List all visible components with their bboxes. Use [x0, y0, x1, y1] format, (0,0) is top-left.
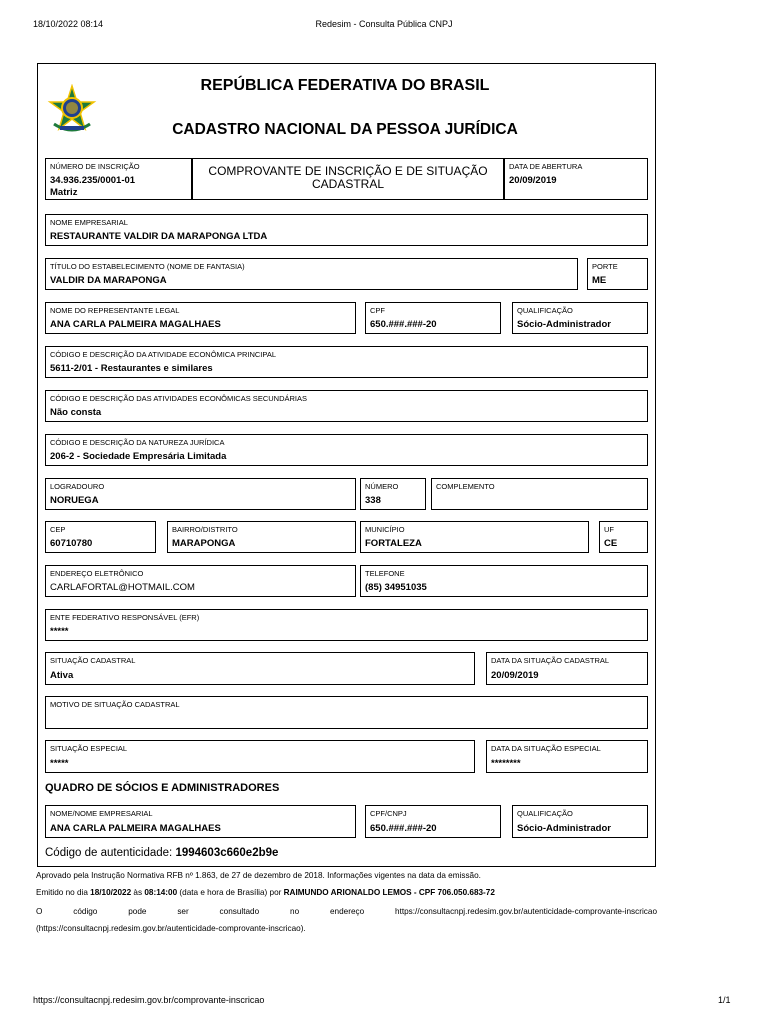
representante-value: ANA CARLA PALMEIRA MAGALHAES	[50, 319, 221, 330]
titulo-box	[45, 258, 578, 290]
email-value: CARLAFORTAL@HOTMAIL.COM	[50, 582, 195, 593]
matriz-value: Matriz	[50, 187, 78, 198]
issued-at: às	[131, 888, 145, 897]
field-label: CÓDIGO E DESCRIÇÃO DA NATUREZA JURÍDICA	[50, 438, 225, 447]
motivo-box	[45, 696, 648, 729]
issued-mid: (data e hora de Brasília) por	[177, 888, 284, 897]
telefone-box	[360, 565, 648, 597]
situacao-especial-value: *****	[50, 758, 69, 769]
situacao-box	[45, 652, 475, 685]
issued-date: 18/10/2022	[90, 888, 132, 897]
field-label: CPF	[370, 306, 385, 315]
cep-value: 60710780	[50, 538, 93, 549]
print-datetime: 18/10/2022 08:14	[33, 19, 104, 29]
field-label: DATA DA SITUAÇÃO ESPECIAL	[491, 744, 601, 753]
data-situacao-especial-value: ********	[491, 758, 521, 769]
cep-box	[45, 521, 156, 553]
numero-box	[360, 478, 426, 510]
field-label: ENTE FEDERATIVO RESPONSÁVEL (EFR)	[50, 613, 200, 622]
complemento-box	[431, 478, 648, 510]
footer-consult: O código pode ser consultado no endereço https://consultacnpj.redesim.gov.br/autenticidade-comprovante-inscricao	[36, 907, 657, 916]
field-label: UF	[604, 525, 614, 534]
socio-cpf-value: 650.###.###-20	[370, 823, 437, 834]
field-label: CÓDIGO E DESCRIÇÃO DAS ATIVIDADES ECONÔMICAS SECUNDÁRIAS	[50, 394, 307, 403]
auth-code: 1994603c660e2b9e	[175, 847, 279, 859]
data-abertura-box	[504, 158, 648, 200]
cpf-box	[365, 302, 501, 334]
efr-box	[45, 609, 648, 641]
situacao-value: Ativa	[50, 670, 74, 681]
email-box	[45, 565, 356, 597]
field-label: TELEFONE	[365, 569, 405, 578]
field-label: PORTE	[592, 262, 618, 271]
bairro-box	[167, 521, 356, 553]
data-situacao-especial-box	[486, 740, 648, 773]
data-situacao-value: 20/09/2019	[491, 670, 539, 681]
bairro-value: MARAPONGA	[172, 538, 236, 549]
cpf-value: 650.###.###-20	[370, 319, 437, 330]
issued-prefix: Emitido no dia	[36, 888, 91, 897]
field-label: CEP	[50, 525, 66, 534]
logradouro-box	[45, 478, 356, 510]
uf-value: CE	[604, 538, 618, 549]
brazil-coat-of-arms-icon	[46, 84, 98, 136]
field-label: NOME EMPRESARIAL	[50, 218, 128, 227]
field-label: SITUAÇÃO ESPECIAL	[50, 744, 128, 753]
print-page-title: Redesim - Consulta Pública CNPJ	[315, 19, 453, 29]
field-label: ENDEREÇO ELETRÔNICO	[50, 569, 144, 578]
atividade-principal-value: 5611-2/01 - Restaurantes e similares	[50, 363, 213, 374]
situacao-especial-box	[45, 740, 475, 773]
footer-consult-url: (https://consultacnpj.redesim.gov.br/autenticidade-comprovante-inscricao).	[36, 924, 306, 933]
socio-nome-box	[45, 805, 356, 838]
field-label: LOGRADOURO	[50, 482, 105, 491]
field-label: NOME DO REPRESENTANTE LEGAL	[50, 306, 180, 315]
municipio-box	[360, 521, 589, 553]
qualificacao-box	[512, 302, 648, 334]
field-label: MUNICÍPIO	[365, 525, 405, 534]
logradouro-value: NORUEGA	[50, 495, 99, 506]
field-label: QUALIFICAÇÃO	[517, 809, 573, 818]
nome-empresarial-box	[45, 214, 648, 246]
field-label: TÍTULO DO ESTABELECIMENTO (NOME DE FANTASIA)	[50, 262, 245, 271]
registry-title: CADASTRO NACIONAL DA PESSOA JURÍDICA	[172, 121, 518, 138]
issued-time: 08:14:00	[144, 888, 178, 897]
socio-qualificacao-value: Sócio-Administrador	[517, 823, 611, 834]
representante-box	[45, 302, 356, 334]
issued-by: RAIMUNDO ARIONALDO LEMOS - CPF 706.050.683-72	[283, 888, 495, 897]
field-label: CPF/CNPJ	[370, 809, 407, 818]
field-label: COMPLEMENTO	[436, 482, 495, 491]
numero-inscricao-box	[45, 158, 192, 200]
socio-nome-value: ANA CARLA PALMEIRA MAGALHAES	[50, 823, 221, 834]
field-label: NÚMERO DE INSCRIÇÃO	[50, 162, 140, 171]
nome-empresarial-value: RESTAURANTE VALDIR DA MARAPONGA LTDA	[50, 231, 268, 242]
qualificacao-value: Sócio-Administrador	[517, 319, 611, 330]
field-label: MOTIVO DE SITUAÇÃO CADASTRAL	[50, 700, 180, 709]
numero-value: 338	[365, 495, 381, 506]
porte-box	[587, 258, 648, 290]
footer-approval: Aprovado pela Instrução Normativa RFB nº 1.863, de 27 de dezembro de 2018. Informações vigentes na data da emissão.	[36, 871, 481, 880]
socio-qualificacao-box	[512, 805, 648, 838]
municipio-value: FORTALEZA	[365, 538, 422, 549]
efr-value: *****	[50, 626, 69, 637]
footer-issued	[36, 888, 495, 897]
socios-heading: QUADRO DE SÓCIOS E ADMINISTRADORES	[45, 782, 280, 794]
porte-value: ME	[592, 275, 607, 286]
document-title: COMPROVANTE DE INSCRIÇÃO E DE SITUAÇÃO CADASTRAL	[208, 164, 488, 191]
field-label: NOME/NOME EMPRESARIAL	[50, 809, 153, 818]
auth-label: Código de autenticidade:	[45, 847, 173, 859]
field-label: DATA DE ABERTURA	[509, 162, 583, 171]
uf-box	[599, 521, 648, 553]
telefone-value: (85) 34951035	[365, 582, 427, 593]
numero-inscricao-value: 34.936.235/0001-01	[50, 175, 136, 186]
atividade-principal-box	[45, 346, 648, 378]
field-label: NÚMERO	[365, 482, 399, 491]
atividades-secundarias-value: Não consta	[50, 407, 102, 418]
field-label: CÓDIGO E DESCRIÇÃO DA ATIVIDADE ECONÔMICA PRINCIPAL	[50, 350, 277, 359]
document-title-box	[192, 158, 504, 200]
print-url: https://consultacnpj.redesim.gov.br/comprovante-inscricao	[33, 995, 265, 1005]
atividades-secundarias-box	[45, 390, 648, 422]
field-label: QUALIFICAÇÃO	[517, 306, 573, 315]
data-situacao-box	[486, 652, 648, 685]
print-page-number: 1/1	[718, 995, 731, 1005]
field-label: SITUAÇÃO CADASTRAL	[50, 656, 136, 665]
natureza-juridica-box	[45, 434, 648, 466]
natureza-juridica-value: 206-2 - Sociedade Empresária Limitada	[50, 451, 227, 462]
auth-code-line	[45, 847, 278, 859]
socio-cpf-box	[365, 805, 501, 838]
field-label: DATA DA SITUAÇÃO CADASTRAL	[491, 656, 610, 665]
data-abertura-value: 20/09/2019	[509, 175, 557, 186]
country-title: REPÚBLICA FEDERATIVA DO BRASIL	[200, 77, 490, 94]
titulo-value: VALDIR DA MARAPONGA	[50, 275, 167, 286]
field-label: BAIRRO/DISTRITO	[172, 525, 238, 534]
